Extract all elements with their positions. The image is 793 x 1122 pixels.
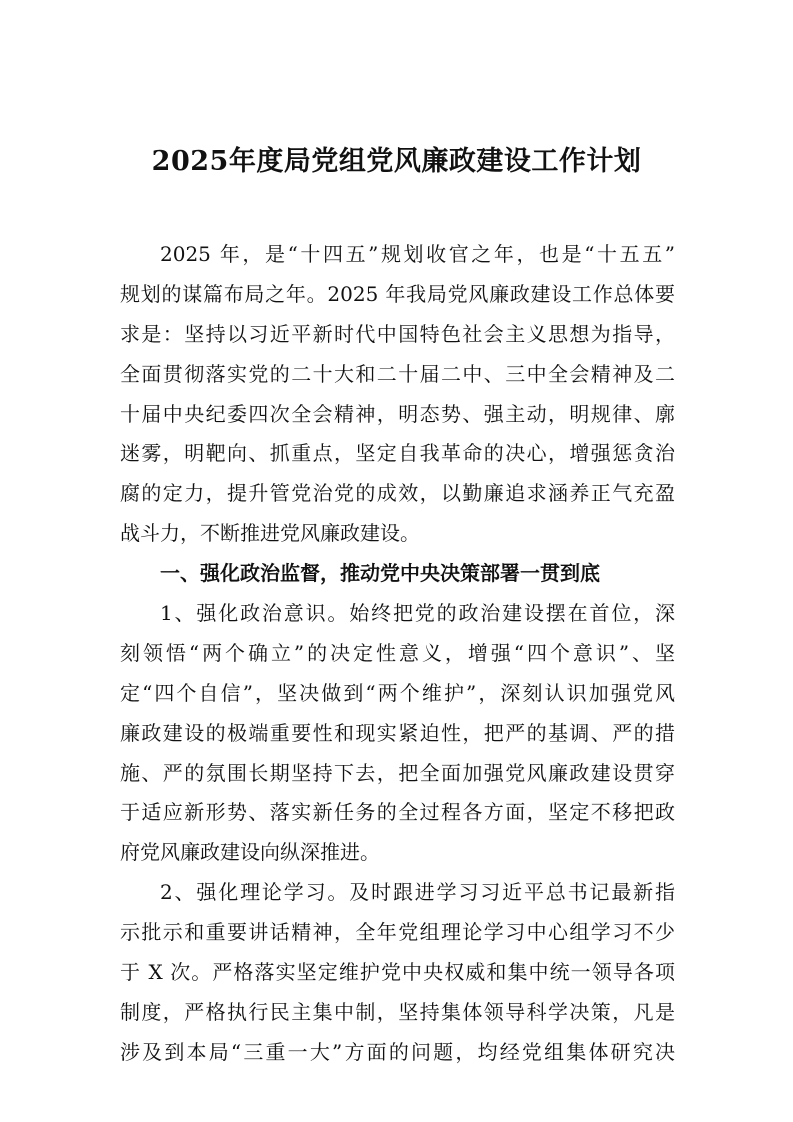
section-heading: 一、强化政治监督，推动党中央决策部署一贯到底 [160,561,600,586]
document-body [120,235,675,1073]
paragraph-line: 涉及到本局“三重一大”方面的问题，均经党组集体研究决 [120,1039,675,1064]
paragraph-line: 全面贯彻落实党的二十大和二十届二中、三中全会精神及二 [120,361,675,386]
paragraph-line: 迷雾，明靶向、抓重点，坚定自我革命的决心，增强惩贪治 [120,441,675,466]
paragraph-line: 腐的定力，提升管党治党的成效，以勤廉追求涵养正气充盈 [120,481,675,506]
paragraph-line: 1、强化政治意识。始终把党的政治建设摆在首位，深 [160,601,675,626]
paragraph-line: 求是：坚持以习近平新时代中国特色社会主义思想为指导， [120,321,675,346]
paragraph-line: 府党风廉政建设向纵深推进。 [120,840,380,865]
paragraph-line: 2、强化理论学习。及时跟进学习习近平总书记最新指 [160,880,675,905]
paragraph-line: 制度，严格执行民主集中制，坚持集体领导科学决策，凡是 [120,999,675,1024]
paragraph-line: 施、严的氛围长期坚持下去，把全面加强党风廉政建设贯穿 [120,760,675,785]
document-title: 2025年度局党组党风廉政建设工作计划 [151,146,642,177]
paragraph-line: 于适应新形势、落实新任务的全过程各方面，坚定不移把政 [120,800,675,825]
paragraph-line: 十届中央纪委四次全会精神，明态势、强主动，明规律、廓 [120,401,675,426]
paragraph-line: 廉政建设的极端重要性和现实紧迫性，把严的基调、严的措 [120,720,675,745]
paragraph-line: 战斗力，不断推进党风廉政建设。 [120,521,420,546]
paragraph-line: 于 X 次。严格落实坚定维护党中央权威和集中统一领导各项 [120,960,675,985]
paragraph-line: 定“四个自信”，坚决做到“两个维护”，深刻认识加强党风 [120,680,675,705]
paragraph-line: 规划的谋篇布局之年。2025 年我局党风廉政建设工作总体要 [120,281,675,306]
paragraph-line: 刻领悟“两个确立”的决定性意义，增强“四个意识”、坚 [120,640,675,665]
paragraph-line: 2025 年，是“十四五”规划收官之年，也是“十五五” [160,242,675,266]
paragraph-line: 示批示和重要讲话精神，全年党组理论学习中心组学习不少 [120,920,675,945]
